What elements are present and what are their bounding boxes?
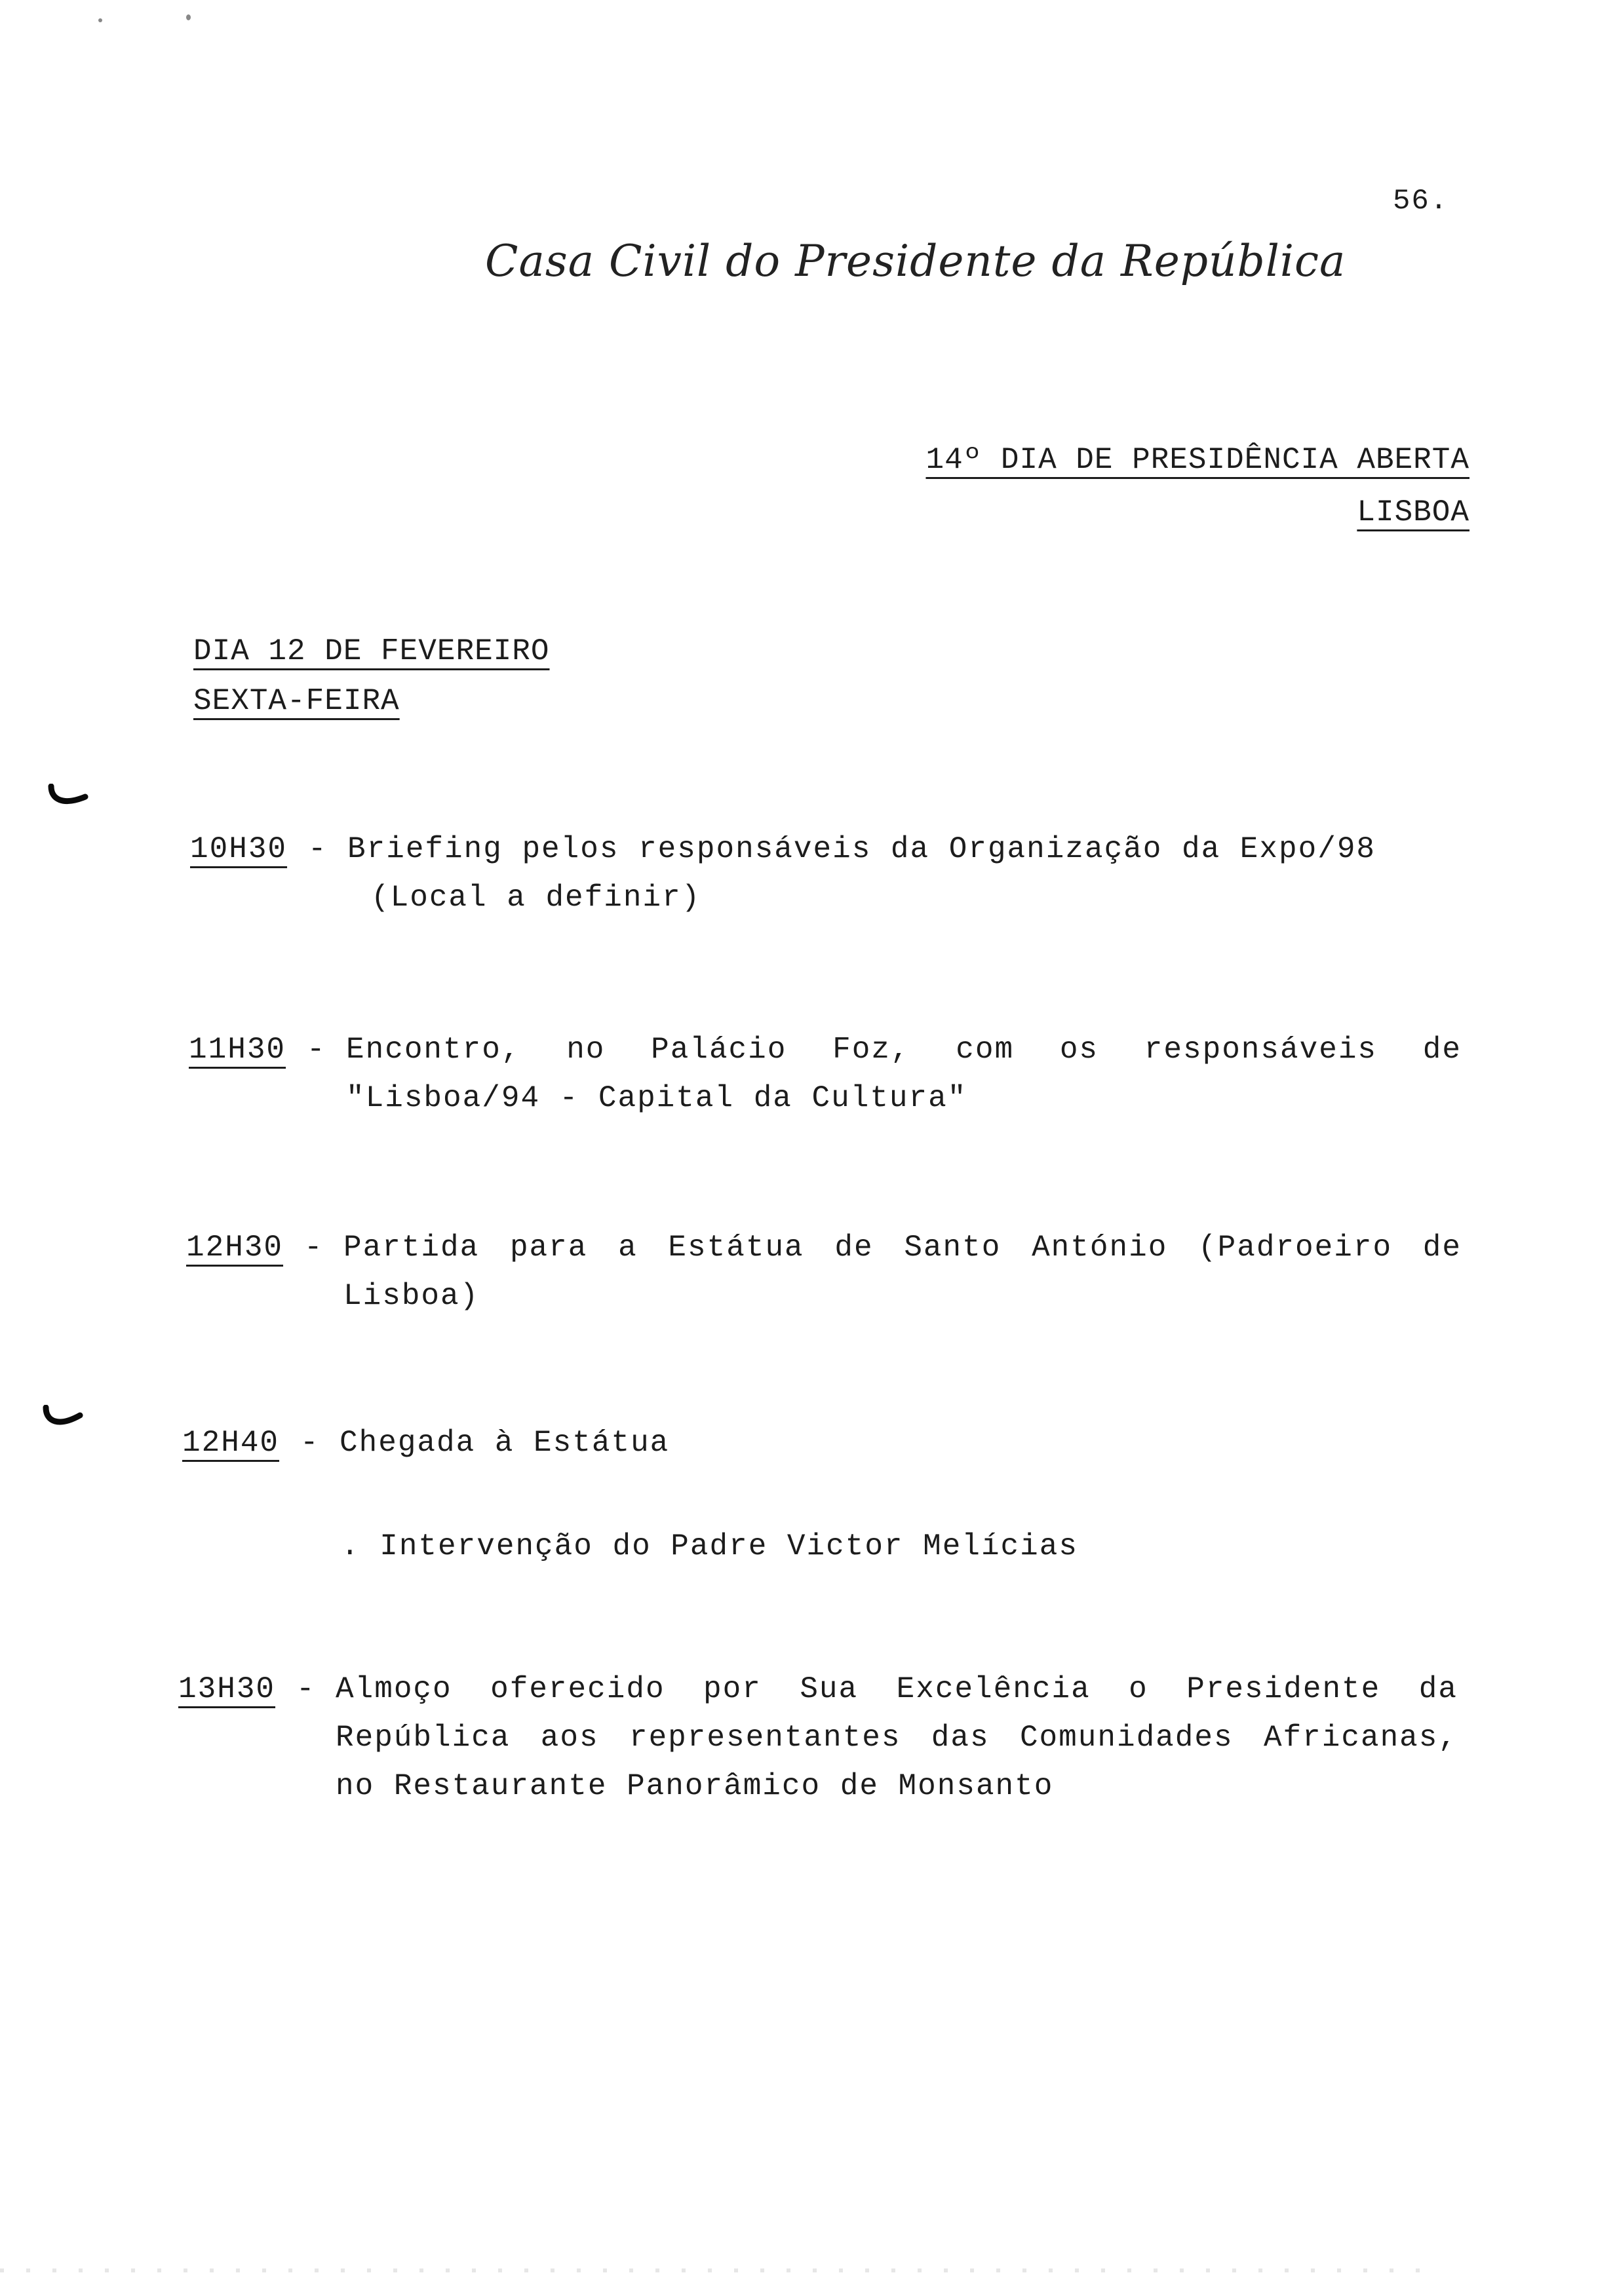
word: Presidente [1186,1672,1381,1706]
entry-bullet: . Intervenção do Padre Victor Melícias [341,1529,1078,1563]
day-weekday: SEXTA-FEIRA [193,684,400,718]
entry-dash: - [307,1033,326,1067]
word: Partida [343,1231,480,1265]
word: (Padroeiro [1198,1231,1393,1265]
word: no [566,1033,606,1067]
word: aos [540,1721,599,1755]
word: oferecido [490,1672,665,1706]
entry-dash: - [300,1426,320,1460]
word: Sua [800,1672,859,1706]
word: da [1418,1672,1458,1706]
word: por [703,1672,762,1706]
letterhead: Casa Civil do Presidente da República [485,236,1346,286]
word: Almoço [336,1672,452,1706]
word: Foz, [832,1033,910,1067]
entry-time: 10H30 [190,832,288,866]
entry-text: Chegada à Estátua [340,1426,670,1460]
scan-speck [186,14,191,20]
word: República [336,1721,511,1755]
entry-time: 12H40 [182,1426,280,1460]
word: Palácio [651,1033,787,1067]
word: António [1032,1231,1168,1265]
entry-text: Lisboa) [343,1279,480,1313]
word: de [1422,1231,1462,1265]
scan-speck [98,18,102,22]
entry-text: (Local a definir) [371,881,701,915]
entry-text-justified [336,1721,1458,1755]
word: Encontro, [346,1033,521,1067]
header-subtitle: LISBOA [1357,495,1469,529]
word: de [834,1231,874,1265]
word: responsáveis [1144,1033,1378,1067]
scan-noise [0,2268,1442,2272]
entry-text-justified [343,1231,1462,1265]
header-title: 14º DIA DE PRESIDÊNCIA ABERTA [925,443,1469,477]
entry-text-justified [336,1672,1458,1706]
word: Comunidades [1019,1721,1234,1755]
word: de [1422,1033,1462,1067]
entry-text: Briefing pelos responsáveis da Organização da Expo/98 [347,832,1376,866]
entry-time: 13H30 [178,1672,276,1706]
word: das [931,1721,990,1755]
check-mark-icon [42,1405,84,1427]
entry-text: "Lisboa/94 - Capital da Cultura" [346,1081,967,1115]
word: para [509,1231,588,1265]
word: o [1129,1672,1148,1706]
word: os [1059,1033,1099,1067]
check-mark-icon [47,784,89,806]
entry-text-justified [346,1033,1462,1067]
page-number: 56. [1393,185,1449,218]
word: a [618,1231,638,1265]
entry-time: 12H30 [186,1231,284,1265]
day-date: DIA 12 DE FEVEREIRO [193,634,550,668]
word: Excelência [896,1672,1091,1706]
word: com [956,1033,1015,1067]
entry-dash: - [296,1672,316,1706]
entry-time: 11H30 [189,1033,286,1067]
word: Africanas, [1263,1721,1458,1755]
entry-dash: - [304,1231,324,1265]
entry-dash: - [308,832,328,866]
entry-text: no Restaurante Panorâmico de Monsanto [336,1769,1054,1803]
word: Santo [904,1231,1002,1265]
word: Estátua [668,1231,804,1265]
word: representantes [629,1721,901,1755]
